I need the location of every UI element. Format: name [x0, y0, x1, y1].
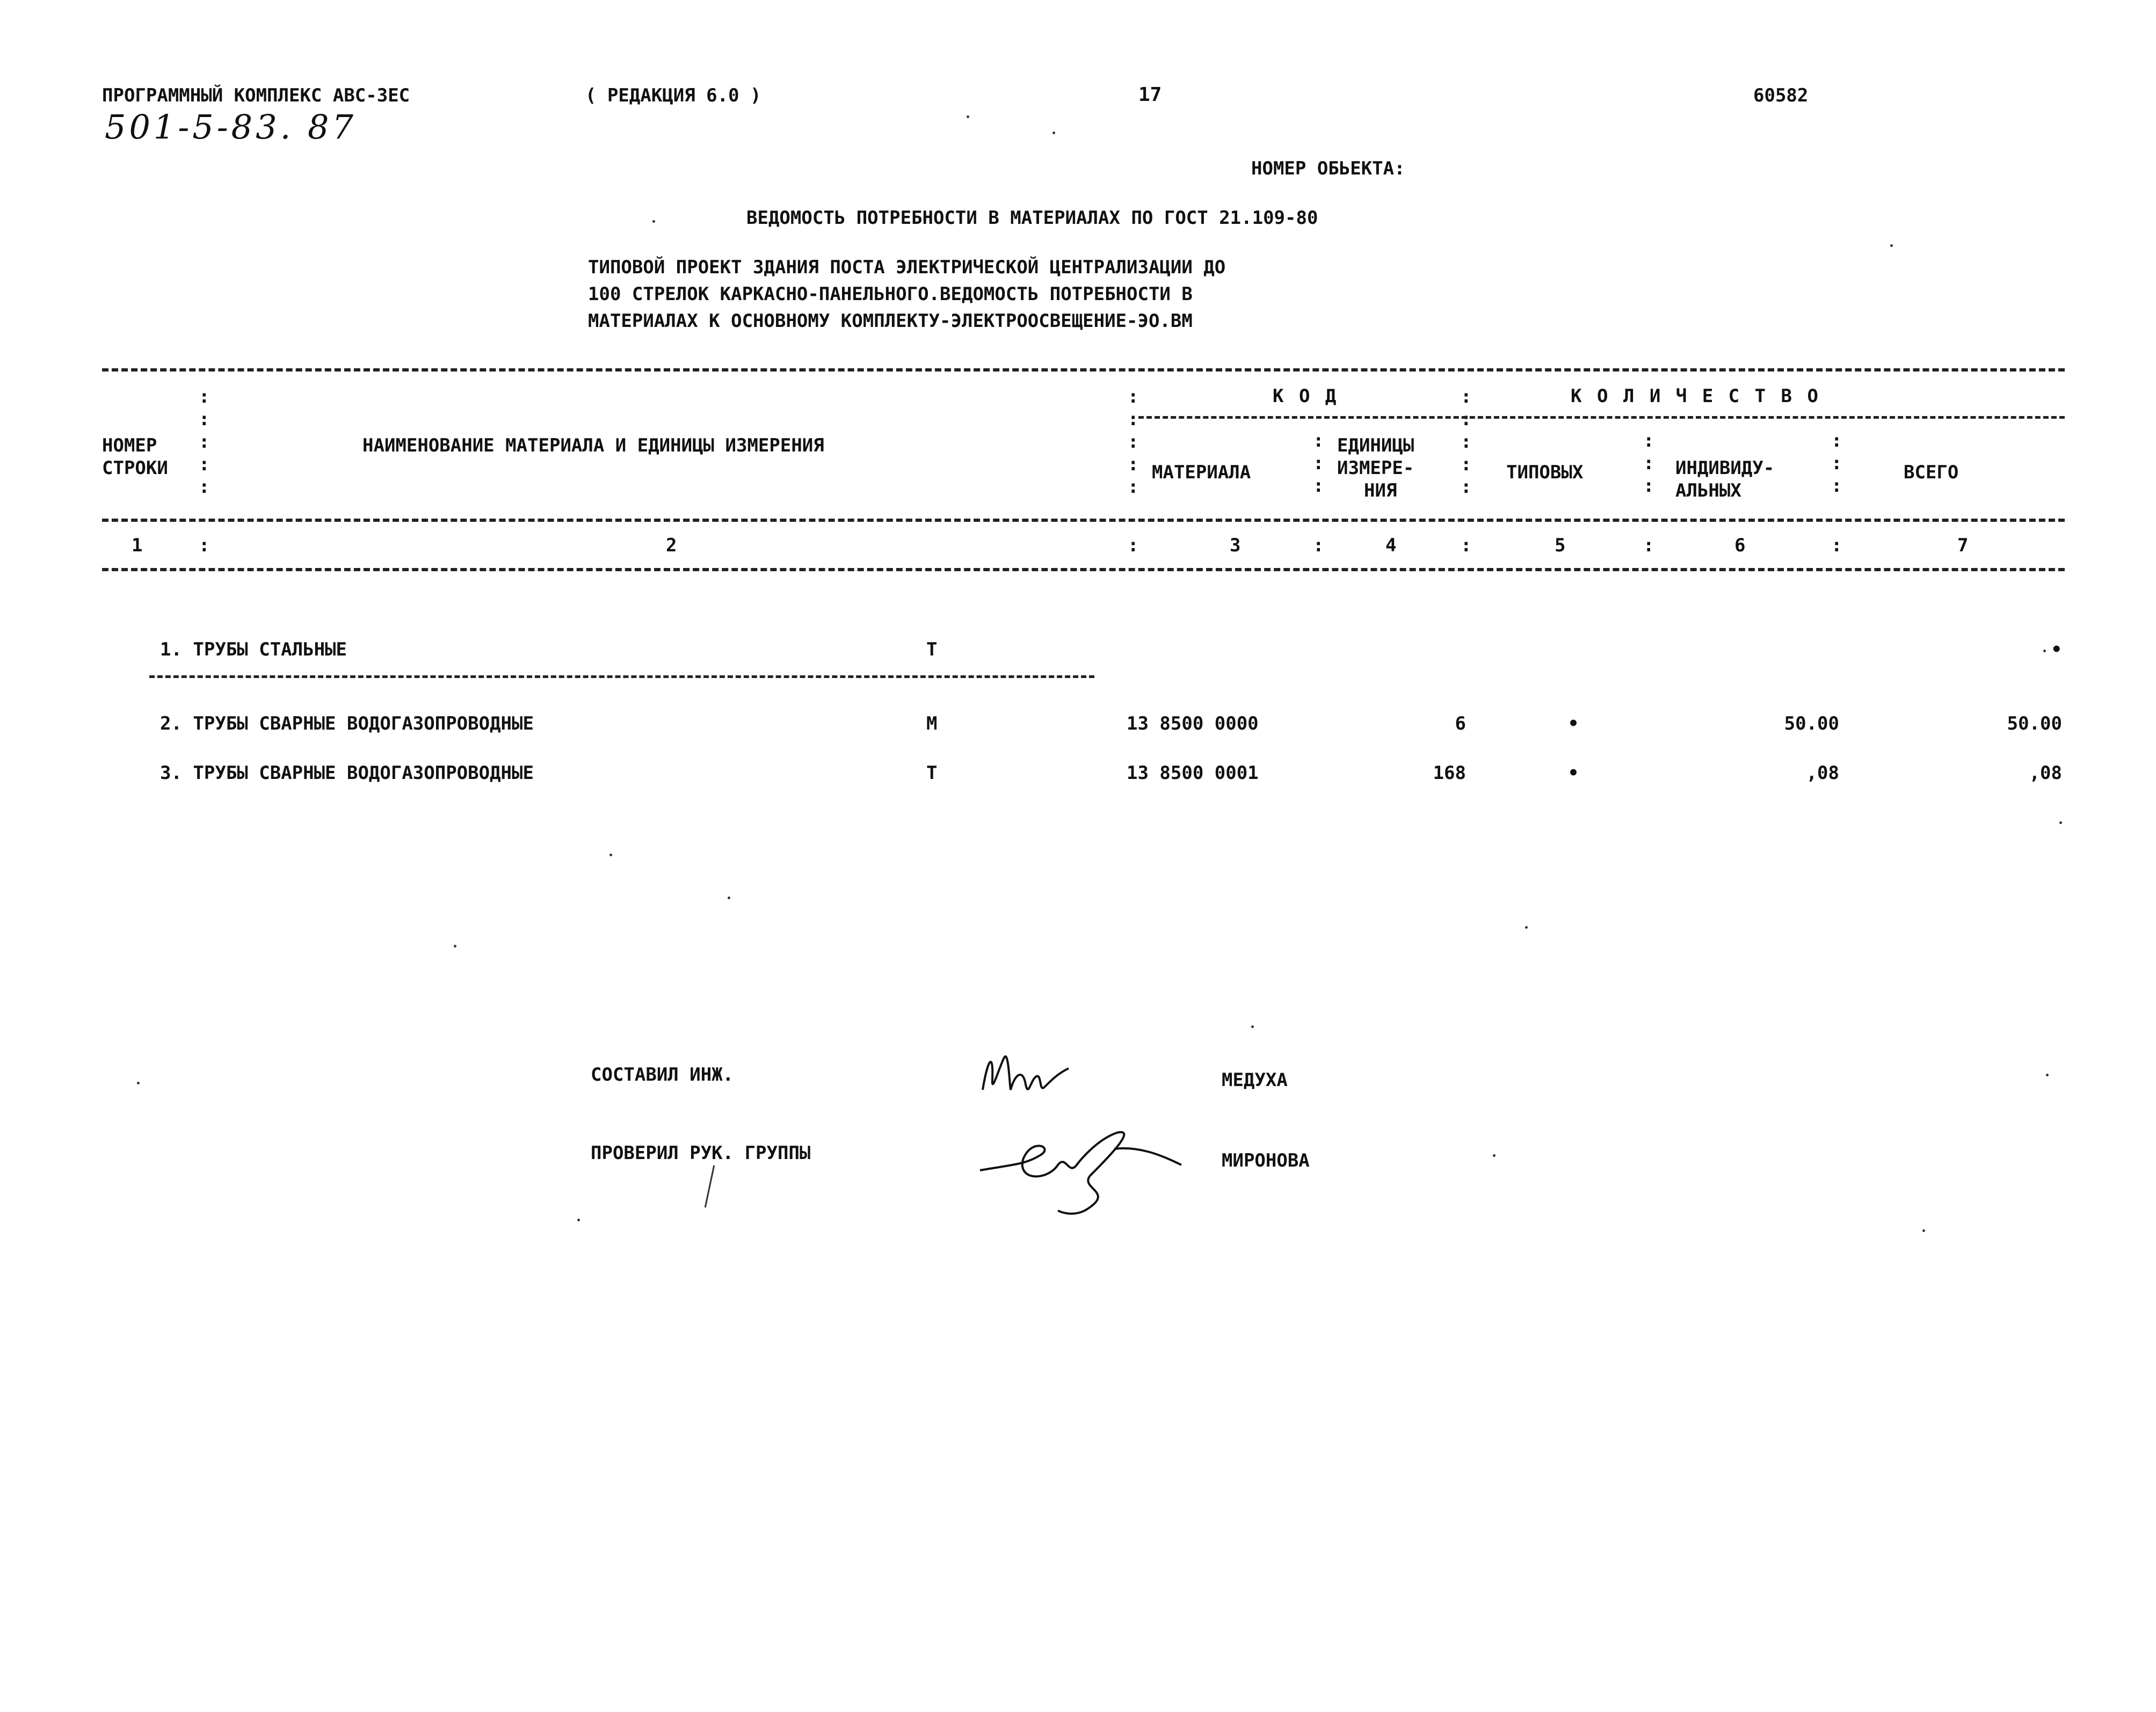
code-group-header: К О Д — [1273, 385, 1339, 407]
row-3-material-code: 13 8500 0001 — [1127, 762, 1259, 784]
column-numbers-bottom-rule — [102, 568, 2065, 571]
scan-speck — [1052, 132, 1055, 134]
description-line-2: 100 СТРЕЛОК КАРКАСНО-ПАНЕЛЬНОГО.ВЕДОМОСТЬ ПОТРЕБНОСТИ В — [588, 283, 1193, 305]
separator: : : : : : — [1128, 386, 1139, 498]
row-number-header-line-1: НОМЕР — [102, 435, 157, 456]
edition-label: ( РЕДАКЦИЯ 6.0 ) — [585, 85, 761, 106]
row-2-unit-code: 6 — [1455, 713, 1466, 734]
row-3-individual: ,08 — [1806, 762, 1839, 784]
individual-header-line-2: АЛЬНЫХ — [1675, 480, 1741, 501]
typical-header: ТИПОВЫХ — [1506, 462, 1584, 483]
document-code: 60582 — [1753, 85, 1809, 106]
separator: : — [1461, 535, 1472, 556]
scan-speck — [2046, 1074, 2049, 1076]
column-number: 7 — [1957, 535, 1969, 556]
unit-code-header-line-1: ЕДИНИЦЫ — [1337, 435, 1414, 456]
quantity-group-header: К О Л И Ч Е С Т В О — [1571, 385, 1820, 407]
row-1-underline — [149, 675, 1094, 678]
scan-speck — [1525, 926, 1528, 929]
scan-speck — [1922, 1229, 1925, 1232]
row-3-name: 3. ТРУБЫ СВАРНЫЕ ВОДОГАЗОПРОВОДНЫЕ — [160, 762, 534, 784]
row-2-typical: • — [1567, 713, 1579, 734]
compiled-by-label: СОСТАВИЛ ИНЖ. — [591, 1064, 734, 1086]
total-header: ВСЕГО — [1904, 462, 1959, 483]
separator: : — [199, 535, 210, 556]
row-number-header-line-2: СТРОКИ — [102, 457, 168, 479]
column-number: 5 — [1555, 535, 1566, 556]
material-code-header: МАТЕРИАЛА — [1152, 462, 1251, 483]
separator: : : : — [1831, 430, 1842, 497]
scan-speck — [728, 897, 730, 899]
row-1-unit: Т — [926, 639, 938, 660]
checked-by-name: МИРОНОВА — [1222, 1150, 1310, 1171]
scan-speck — [1493, 1154, 1496, 1157]
description-line-3: МАТЕРИАЛАХ К ОСНОВНОМУ КОМПЛЕКТУ-ЭЛЕКТРООСВЕЩЕНИЕ-ЭО.ВМ — [588, 310, 1193, 332]
column-number: 3 — [1230, 535, 1241, 556]
row-3-typical: • — [1567, 762, 1579, 784]
scan-speck — [1890, 244, 1893, 247]
row-3-unit-code: 168 — [1433, 762, 1466, 784]
individual-header-line-1: ИНДИВИДУ- — [1675, 457, 1775, 479]
scan-speck — [2059, 821, 2062, 824]
separator: : — [1128, 535, 1139, 556]
scan-speck — [967, 115, 969, 118]
row-1-name: 1. ТРУБЫ СТАЛЬНЫЕ — [160, 639, 347, 660]
compiled-by-name: МЕДУХА — [1222, 1069, 1288, 1091]
signature-mironova — [977, 1117, 1192, 1224]
separator: : : : — [1313, 430, 1324, 497]
description-line-1: ТИПОВОЙ ПРОЕКТ ЗДАНИЯ ПОСТА ЭЛЕКТРИЧЕСКОЙ ЦЕНТРАЛИЗАЦИИ ДО — [588, 257, 1226, 278]
separator: : : : : : — [1461, 386, 1472, 498]
document-title: ВЕДОМОСТЬ ПОТРЕБНОСТИ В МАТЕРИАЛАХ ПО ГОСТ 21.109-80 — [746, 207, 1318, 229]
program-name: ПРОГРАММНЫЙ КОМПЛЕКС АВС-3ЕС — [102, 85, 410, 106]
scan-speck — [609, 854, 612, 856]
scan-speck — [137, 1082, 140, 1084]
column-number: 2 — [666, 535, 677, 556]
scan-speck — [1251, 1025, 1254, 1028]
row-2-name: 2. ТРУБЫ СВАРНЫЕ ВОДОГАЗОПРОВОДНЫЕ — [160, 713, 534, 734]
column-number: 6 — [1734, 535, 1746, 556]
unit-code-header-line-2: ИЗМЕРЕ- — [1337, 457, 1414, 479]
separator: : — [1831, 535, 1842, 556]
handwritten-code: 501-5-83. 87 — [105, 107, 357, 147]
pen-stroke — [705, 1165, 715, 1208]
signature-medukha — [977, 1047, 1085, 1106]
row-2-individual: 50.00 — [1784, 713, 1839, 734]
scan-speck — [454, 945, 456, 948]
row-1-total: • — [2051, 639, 2062, 660]
scan-speck — [652, 220, 655, 223]
page-number: 17 — [1138, 84, 1162, 106]
separator: : — [1313, 535, 1324, 556]
scan-speck — [2043, 650, 2046, 652]
row-2-unit: М — [926, 713, 938, 734]
row-2-total: 50.00 — [2007, 713, 2062, 734]
row-3-total: ,08 — [2029, 762, 2062, 784]
column-number: 1 — [132, 535, 143, 556]
row-3-unit: Т — [926, 762, 938, 784]
group-sub-rule — [1138, 416, 2065, 419]
scan-speck — [577, 1219, 580, 1221]
table-top-rule — [102, 368, 2065, 371]
checked-by-label: ПРОВЕРИЛ РУК. ГРУППЫ — [591, 1142, 811, 1164]
separator: : — [1643, 535, 1654, 556]
row-2-material-code: 13 8500 0000 — [1127, 713, 1259, 734]
material-name-header: НАИМЕНОВАНИЕ МАТЕРИАЛА И ЕДИНИЦЫ ИЗМЕРЕНИЯ — [362, 435, 824, 456]
object-number-label: НОМЕР ОБЬЕКТА: — [1251, 158, 1405, 179]
separator: : : : : : — [199, 386, 210, 498]
header-bottom-rule — [102, 519, 2065, 522]
separator: : : : — [1643, 430, 1654, 497]
column-number: 4 — [1385, 535, 1397, 556]
unit-code-header-line-3: НИЯ — [1364, 480, 1397, 501]
